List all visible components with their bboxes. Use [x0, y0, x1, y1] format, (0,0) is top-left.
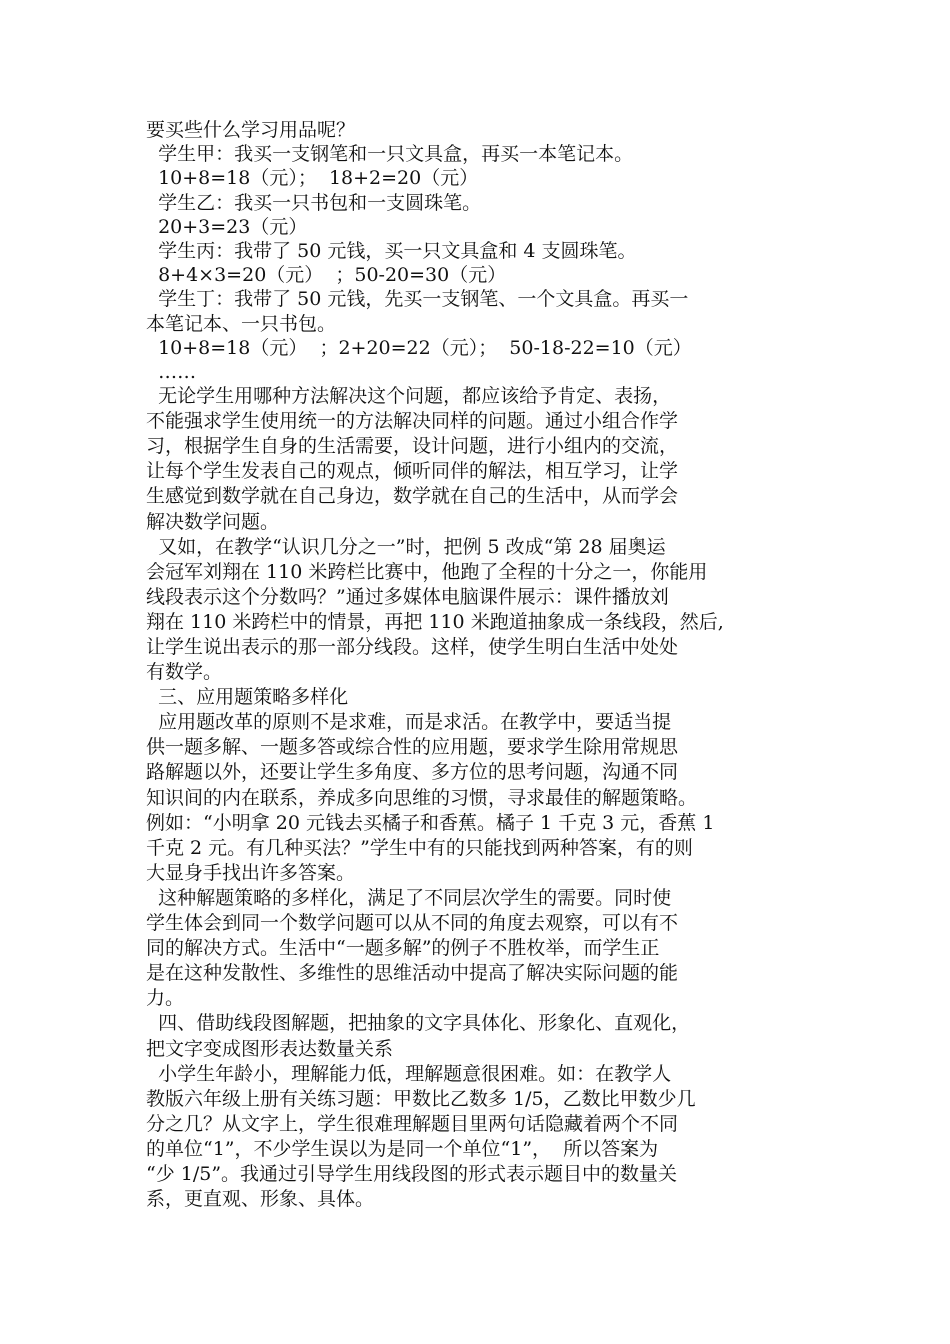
text-line: 应用题改革的原则不是求难，而是求活。在教学中，要适当提	[146, 711, 672, 734]
section-heading: 三、应用题策略多样化	[146, 686, 349, 709]
text-line: 学生丁：我带了 50 元钱，先买一支钢笔、一个文具盒。再买一	[146, 288, 689, 311]
text-line: 不能强求学生使用统一的方法解决同样的问题。通过小组合作学	[146, 410, 679, 433]
text-line: 要买些什么学习用品呢？	[146, 119, 356, 141]
document-page	[146, 118, 806, 1212]
text-line: 无论学生用哪种方法解决这个问题，都应该给予肯定、表扬，	[146, 385, 672, 408]
text-line: 8+4×3=20（元） ；50-20=30（元）	[146, 264, 507, 287]
text-line: 分之几？从文字上，学生很难理解题目里两句话隐藏着两个不同	[146, 1112, 679, 1135]
text-line: 习，根据学生自身的生活需要，设计问题，进行小组内的交流，	[146, 435, 679, 458]
text-line: 力。	[146, 987, 185, 1010]
text-line: 千克 2 元。有几种买法？”学生中有的只能找到两种答案，有的则	[146, 836, 693, 859]
text-line: 20+3=23（元）	[146, 215, 308, 238]
text-line: 例如：“小明拿 20 元钱去买橘子和香蕉。橘子 1 千克 3 元，香蕉 1	[146, 811, 715, 834]
text-line: 大显身手找出许多答案。	[146, 861, 356, 884]
section-heading: 四、借助线段图解题，把抽象的文字具体化、形象化、直观化，	[146, 1012, 691, 1035]
text-line: 解决数学问题。	[146, 510, 280, 533]
text-line: 系，更直观、形象、具体。	[146, 1188, 375, 1211]
text-line: 同的解决方式。生活中“一题多解”的例子不胜枚举，而学生正	[146, 937, 660, 960]
text-line: 10+8=18（元） ；2+20=22（元）； 50-18-22=10（元）	[146, 336, 692, 359]
text-line: 的单位“1”，不少学生误以为是同一个单位“1”， 所以答案为	[146, 1137, 659, 1160]
student-answers-block	[146, 118, 806, 384]
text-line: 是在这种发散性、多维性的思维活动中提高了解决实际问题的能	[146, 962, 679, 985]
text-line: 教版六年级上册有关练习题：甲数比乙数多 1/5，乙数比甲数少几	[146, 1087, 696, 1110]
text-line: 翔在 110 米跨栏中的情景，再把 110 米跑道抽象成一条线段，然后,	[146, 610, 724, 633]
text-line: 有数学。	[146, 661, 223, 684]
text-line: 又如，在教学“认识几分之一”时，把例 5 改成“第 28 届奥运	[146, 535, 666, 558]
text-line: 10+8=18（元）； 18+2=20（元）	[146, 167, 479, 190]
text-line: 这种解题策略的多样化，满足了不同层次学生的需要。同时使	[146, 886, 672, 909]
section-heading: 把文字变成图形表达数量关系	[146, 1037, 394, 1060]
text-line: 小学生年龄小，理解能力低，理解题意很困难。如：在教学人	[146, 1062, 672, 1085]
text-line: 学生甲：我买一支钢笔和一只文具盒，再买一本笔记本。	[146, 143, 634, 166]
body-text-block	[146, 384, 806, 1212]
text-line: 路解题以外，还要让学生多角度、多方位的思考问题，沟通不同	[146, 761, 679, 784]
text-line: 学生乙：我买一只书包和一支圆珠笔。	[146, 191, 482, 214]
text-line: 知识间的内在联系，养成多向思维的习惯，寻求最佳的解题策略。	[146, 786, 698, 809]
text-line: 线段表示这个分数吗？”通过多媒体电脑课件展示：课件播放刘	[146, 585, 669, 608]
text-line: 让学生说出表示的那一部分线段。这样，使学生明白生活中处处	[146, 636, 679, 658]
text-line: 本笔记本、一只书包。	[146, 312, 337, 335]
text-line: 生感觉到数学就在自己身边，数学就在自己的生活中，从而学会	[146, 485, 679, 508]
text-line: 学生体会到同一个数学问题可以从不同的角度去观察，可以有不	[146, 912, 679, 935]
text-line: ……	[146, 360, 197, 383]
text-line: “少 1/5”。我通过引导学生用线段图的形式表示题目中的数量关	[146, 1162, 678, 1185]
text-line: 会冠军刘翔在 110 米跨栏比赛中，他跑了全程的十分之一，你能用	[146, 560, 708, 583]
text-line: 供一题多解、一题多答或综合性的应用题，要求学生除用常规思	[146, 736, 679, 759]
text-line: 让每个学生发表自己的观点，倾听同伴的解法，相互学习，让学	[146, 460, 679, 483]
text-line: 学生丙：我带了 50 元钱，买一只文具盒和 4 支圆珠笔。	[146, 239, 637, 262]
